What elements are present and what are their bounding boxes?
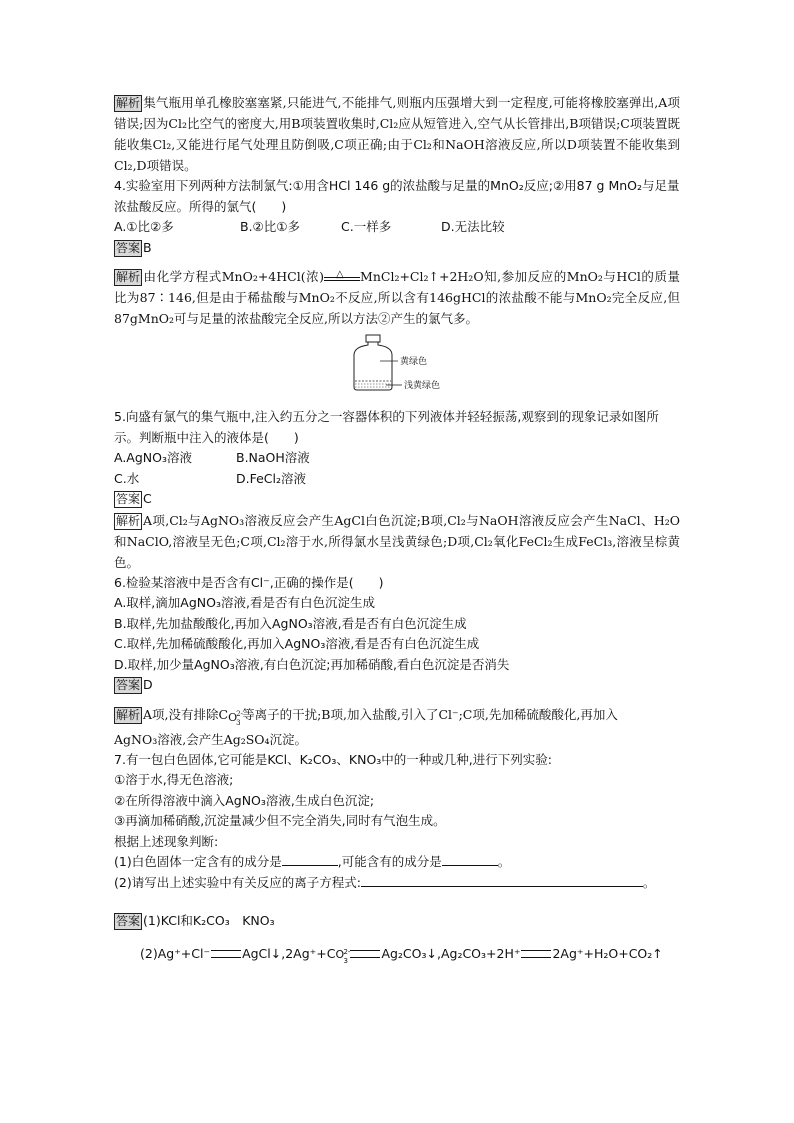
step-1: ①溶于水,得无色溶液;	[114, 772, 234, 787]
judge-line: 根据上述现象判断:	[114, 833, 219, 849]
option-b: B.②比①多	[240, 219, 300, 234]
document-page	[114, 92, 680, 964]
analysis-line-2: AgNO₃溶液,会产生Ag₂SO₄沉淀。	[114, 731, 308, 747]
equals-sign	[211, 950, 241, 958]
answer-tag: 答案	[116, 678, 141, 692]
sub-question-1: (1)白色固体一定含有的成分是 ,可能含有的成分是 。	[114, 854, 511, 869]
question-4-options	[114, 217, 680, 238]
answer-tag: 答案	[116, 492, 141, 506]
analysis-paragraph-q6: 解析 A项,没有排除C O 2- 3 等离子的干扰;B项,加入盐酸,引入了Cl⁻;C项,先加稀硫酸酸化,再加入	[116, 706, 618, 727]
analysis-tag: 解析	[116, 513, 141, 528]
option-d: D.取样,加少量AgNO₃溶液,有白色沉淀;再加稀硝酸,看白色沉淀是否消失	[114, 656, 510, 672]
option-b: B.NaOH溶液	[236, 450, 310, 465]
answer-value: B	[143, 239, 152, 255]
step-3: ③再滴加稀硝酸,沉淀量减少但不完全消失,同时有气泡生成。	[114, 813, 446, 828]
answer-blank	[282, 853, 338, 866]
answer-blank	[442, 853, 498, 866]
label-light-yellow-green: 浅黄绿色	[404, 381, 441, 391]
analysis-tag: 解析	[116, 707, 141, 722]
step-2: ②在所得溶液中滴入AgNO₃溶液,生成白色沉淀;	[114, 792, 375, 808]
answer-line-q7-1: 答案 (1)KCl和K₂CO₃ KNO₃	[116, 913, 275, 928]
analysis-tag: 解析	[116, 96, 141, 110]
answer-value: C	[143, 491, 152, 506]
question-5-options-row1	[114, 448, 680, 469]
sub-question-2: (2)请写出上述实验中有关反应的离子方程式: 。	[114, 874, 656, 890]
option-c: C.取样,先加稀硫酸酸化,再加入AgNO₃溶液,看是否有白色沉淀生成	[114, 636, 480, 651]
analysis-paragraph-q3	[114, 92, 680, 176]
equals-sign	[521, 950, 551, 958]
answer-line-q4	[114, 238, 680, 259]
option-d: D.FeCl₂溶液	[236, 470, 307, 486]
question-5-options-row2	[114, 469, 680, 490]
option-b: B.取样,先加盐酸酸化,再加入AgNO₃溶液,看是否有白色沉淀生成	[114, 615, 467, 631]
answer-blank	[361, 874, 643, 887]
question-5-stem: 5.向盛有氯气的集气瓶中,注入约五分之一容器体积的下列液体并轻轻振荡,观察到的现象记录如图所示。判断瓶中注入的液体是( )	[114, 409, 659, 445]
option-a: A.①比②多	[114, 219, 174, 234]
analysis-tag: 解析	[116, 270, 141, 284]
figure-area	[114, 329, 680, 407]
analysis-paragraph-q5	[114, 510, 680, 573]
heat-equals-sign: △	[324, 272, 360, 284]
answer-line-q5	[114, 489, 680, 510]
option-c: C.水	[114, 470, 140, 486]
analysis-text: A项,Cl₂与AgNO₃溶液反应会产生AgCl白色沉淀;B项,Cl₂与NaOH溶液反应会产生NaCl、H₂O和NaClO,溶液呈无色;C项,Cl₂溶于水,所得氯水呈浅黄绿色;D项,Cl₂氧化FeCl₂生成FeCl₃,溶液呈棕黄色。	[114, 512, 680, 570]
label-yellow-green: 黄绿色	[400, 357, 428, 367]
analysis-text-post: MnCl₂+Cl₂↑+2H₂O知,参加反应的MnO₂与HCl的质量比为87∶146,但是由于稀盐酸与MnO₂不反应,所以含有146gHCl的浓盐酸不能与MnO₂完全反应,但87gMnO₂可与足量的浓盐酸完全反应,所以方法②产生的氯气多。	[114, 269, 680, 326]
answer-tag: 答案	[116, 914, 141, 928]
answer-line-q7-2: (2)Ag⁺+Cl⁻ AgCl↓,2Ag⁺+C O 2- 3 Ag₂CO₃↓,Ag₂CO₃+2H⁺ 2Ag⁺+H₂O+CO₂↑	[140, 945, 663, 965]
analysis-text: 集气瓶用单孔橡胶塞塞紧,只能进气,不能排气,则瓶内压强增大到一定程度,可能将橡胶塞弹出,A项错误;因为Cl₂比空气的密度大,用B项装置收集时,Cl₂应从短管进入,空气从长管排出,B项错误;C项装置既能收集Cl₂,又能进行尾气处理且防倒吸,C项正确;由于Cl₂和NaOH溶液反应,所以D项装置不能收集到Cl₂,D项错误。	[114, 95, 680, 173]
analysis-paragraph-q4	[114, 266, 680, 329]
answer-value: D	[143, 677, 153, 692]
option-a: A.AgNO₃溶液	[114, 450, 192, 465]
answer-line-q6	[114, 675, 680, 696]
answer-tag: 答案	[116, 240, 141, 255]
question-4-stem: 4.实验室用下列两种方法制氯气:①用含HCl 146 g的浓盐酸与足量的MnO₂反应;②用87 g MnO₂与足量浓盐酸反应。所得的氯气( )	[114, 178, 680, 214]
option-a: A.取样,滴加AgNO₃溶液,看是否有白色沉淀生成	[114, 595, 375, 610]
equals-sign	[350, 950, 380, 958]
analysis-text-pre: 由化学方程式MnO₂+4HCl(浓)	[143, 269, 325, 284]
option-c: C.一样多	[341, 219, 392, 234]
question-7-stem: 7.有一包白色固体,它可能是KCl、K₂CO₃、KNO₃中的一种或几种,进行下列实验:	[114, 751, 552, 767]
question-6-stem: 6.检验某溶液中是否含有Cl⁻,正确的操作是( )	[114, 574, 384, 590]
option-d: D.无法比较	[441, 219, 505, 234]
